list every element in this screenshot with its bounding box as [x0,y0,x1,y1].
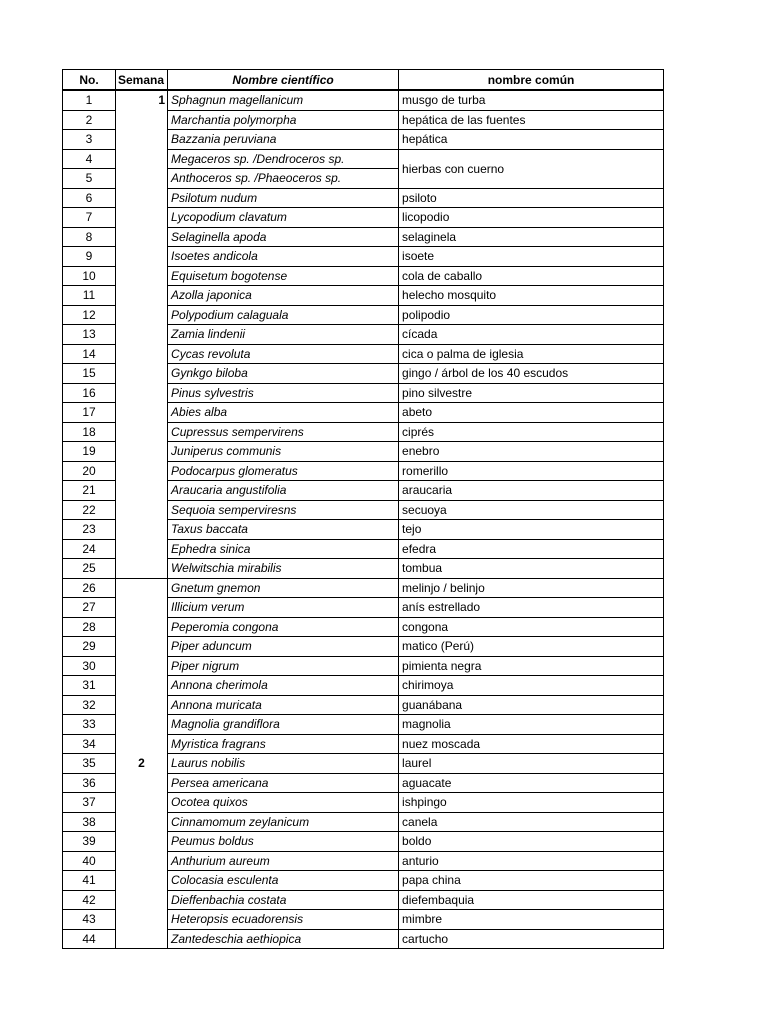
common-name-cell: cica o palma de iglesia [399,344,664,364]
row-number: 31 [63,676,116,696]
row-number: 4 [63,149,116,169]
common-name-cell: enebro [399,442,664,462]
row-number: 27 [63,598,116,618]
scientific-name-cell: Ocotea quixos [168,793,399,813]
common-name-cell: psiloto [399,188,664,208]
row-number: 3 [63,130,116,150]
row-number: 22 [63,500,116,520]
common-name-cell: efedra [399,539,664,559]
row-number: 15 [63,364,116,384]
common-name-cell: polipodio [399,305,664,325]
common-name-cell: araucaria [399,481,664,501]
row-number: 6 [63,188,116,208]
row-number: 13 [63,325,116,345]
common-name-cell: melinjo / belinjo [399,578,664,598]
row-number: 44 [63,929,116,949]
common-name-cell: laurel [399,754,664,774]
common-name-cell: ciprés [399,422,664,442]
common-name-cell: abeto [399,403,664,423]
scientific-name-cell: Gnetum gnemon [168,578,399,598]
common-name-cell: musgo de turba [399,90,664,110]
row-number: 10 [63,266,116,286]
common-name-cell: hepática de las fuentes [399,110,664,130]
scientific-name-cell: Illicium verum [168,598,399,618]
row-number: 29 [63,637,116,657]
common-name-cell: congona [399,617,664,637]
row-number: 34 [63,734,116,754]
common-name-cell: gingo / árbol de los 40 escudos [399,364,664,384]
header-scientific-name: Nombre científico [168,70,399,91]
scientific-name-cell: Selaginella apoda [168,227,399,247]
common-name-cell: pino silvestre [399,383,664,403]
scientific-name-cell: Magnolia grandiflora [168,715,399,735]
scientific-name-cell: Dieffenbachia costata [168,890,399,910]
common-name-cell: cola de caballo [399,266,664,286]
scientific-name-cell: Persea americana [168,773,399,793]
common-name-cell: canela [399,812,664,832]
scientific-name-cell: Pinus sylvestris [168,383,399,403]
scientific-name-cell: Azolla japonica [168,286,399,306]
common-name-cell: cícada [399,325,664,345]
row-number: 28 [63,617,116,637]
common-name-cell: tejo [399,520,664,540]
scientific-name-cell: Annona muricata [168,695,399,715]
scientific-name-cell: Anthoceros sp. /Phaeoceros sp. [168,169,399,189]
row-number: 41 [63,871,116,891]
common-name-cell: mimbre [399,910,664,930]
scientific-name-cell: Psilotum nudum [168,188,399,208]
semana-cell: 1 [116,90,168,578]
common-name-cell: cartucho [399,929,664,949]
common-name-cell: licopodio [399,208,664,228]
row-number: 32 [63,695,116,715]
common-name-cell: papa china [399,871,664,891]
common-name-cell: chirimoya [399,676,664,696]
scientific-name-cell: Piper nigrum [168,656,399,676]
common-name-cell: aguacate [399,773,664,793]
scientific-name-cell: Sphagnun magellanicum [168,90,399,110]
scientific-name-cell: Marchantia polymorpha [168,110,399,130]
row-number: 12 [63,305,116,325]
scientific-name-cell: Polypodium calaguala [168,305,399,325]
scientific-name-cell: Megaceros sp. /Dendroceros sp. [168,149,399,169]
common-name-cell: magnolia [399,715,664,735]
common-name-cell: romerillo [399,461,664,481]
row-number: 7 [63,208,116,228]
row-number: 14 [63,344,116,364]
common-name-cell: selaginela [399,227,664,247]
row-number: 16 [63,383,116,403]
scientific-name-cell: Laurus nobilis [168,754,399,774]
row-number: 38 [63,812,116,832]
scientific-name-cell: Juniperus communis [168,442,399,462]
scientific-name-cell: Taxus baccata [168,520,399,540]
scientific-name-cell: Gynkgo biloba [168,364,399,384]
row-number: 23 [63,520,116,540]
row-number: 19 [63,442,116,462]
row-number: 40 [63,851,116,871]
common-name-cell: guanábana [399,695,664,715]
common-name-cell: hepática [399,130,664,150]
common-name-cell: secuoya [399,500,664,520]
row-number: 21 [63,481,116,501]
common-name-cell: hierbas con cuerno [399,149,664,188]
row-number: 39 [63,832,116,852]
scientific-name-cell: Ephedra sinica [168,539,399,559]
scientific-name-cell: Abies alba [168,403,399,423]
table-row [63,90,664,110]
common-name-cell: helecho mosquito [399,286,664,306]
scientific-name-cell: Lycopodium clavatum [168,208,399,228]
common-name-cell: ishpingo [399,793,664,813]
scientific-name-cell: Sequoia semperviresns [168,500,399,520]
common-name-cell: diefembaquia [399,890,664,910]
scientific-name-cell: Myristica fragrans [168,734,399,754]
common-name-cell: isoete [399,247,664,267]
header-row [63,70,664,91]
common-name-cell: tombua [399,559,664,579]
scientific-name-cell: Peperomia congona [168,617,399,637]
row-number: 43 [63,910,116,930]
row-number: 11 [63,286,116,306]
common-name-cell: anís estrellado [399,598,664,618]
species-table [62,69,664,949]
scientific-name-cell: Zamia lindenii [168,325,399,345]
row-number: 36 [63,773,116,793]
scientific-name-cell: Araucaria angustifolia [168,481,399,501]
row-number: 26 [63,578,116,598]
common-name-cell: pimienta negra [399,656,664,676]
table-row [63,578,664,598]
scientific-name-cell: Zantedeschia aethiopica [168,929,399,949]
scientific-name-cell: Isoetes andicola [168,247,399,267]
scientific-name-cell: Cupressus sempervirens [168,422,399,442]
row-number: 24 [63,539,116,559]
row-number: 35 [63,754,116,774]
scientific-name-cell: Podocarpus glomeratus [168,461,399,481]
row-number: 2 [63,110,116,130]
scientific-name-cell: Bazzania peruviana [168,130,399,150]
semana-cell: 2 [116,578,168,949]
scientific-name-cell: Anthurium aureum [168,851,399,871]
row-number: 20 [63,461,116,481]
scientific-name-cell: Cinnamomum zeylanicum [168,812,399,832]
scientific-name-cell: Cycas revoluta [168,344,399,364]
row-number: 9 [63,247,116,267]
scientific-name-cell: Colocasia esculenta [168,871,399,891]
row-number: 30 [63,656,116,676]
scientific-name-cell: Piper aduncum [168,637,399,657]
scientific-name-cell: Annona cherimola [168,676,399,696]
scientific-name-cell: Equisetum bogotense [168,266,399,286]
row-number: 17 [63,403,116,423]
common-name-cell: nuez moscada [399,734,664,754]
row-number: 25 [63,559,116,579]
scientific-name-cell: Peumus boldus [168,832,399,852]
row-number: 5 [63,169,116,189]
table-body [63,90,664,949]
header-common-name: nombre común [399,70,664,91]
scientific-name-cell: Welwitschia mirabilis [168,559,399,579]
row-number: 33 [63,715,116,735]
row-number: 8 [63,227,116,247]
header-semana: Semana [116,70,168,91]
common-name-cell: boldo [399,832,664,852]
header-no: No. [63,70,116,91]
row-number: 1 [63,90,116,110]
row-number: 18 [63,422,116,442]
common-name-cell: anturio [399,851,664,871]
row-number: 37 [63,793,116,813]
row-number: 42 [63,890,116,910]
common-name-cell: matico (Perú) [399,637,664,657]
scientific-name-cell: Heteropsis ecuadorensis [168,910,399,930]
